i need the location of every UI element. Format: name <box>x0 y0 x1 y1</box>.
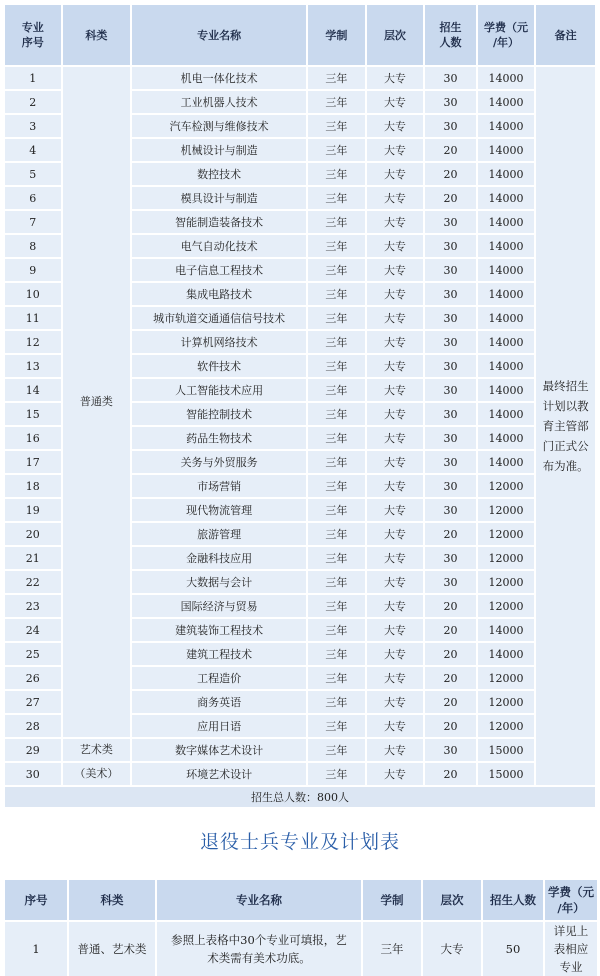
table-body <box>5 67 595 785</box>
table-header-row <box>5 5 595 65</box>
cell-enrollment: 20 <box>425 763 476 785</box>
cell-tuition: 12000 <box>478 475 535 497</box>
remark-note: 最终招生计划以教育主管部门正式公布为准。 <box>536 67 595 785</box>
cell-enrollment: 30 <box>425 475 476 497</box>
cell-tuition: 15000 <box>478 739 535 761</box>
cell-seq: 10 <box>5 283 61 305</box>
header-duration: 学制 <box>363 880 421 920</box>
cell-duration: 三年 <box>308 283 365 305</box>
cell-level: 大专 <box>367 475 424 497</box>
cell-enrollment: 30 <box>425 283 476 305</box>
cell-enrollment: 30 <box>425 331 476 353</box>
cell-duration: 三年 <box>308 163 365 185</box>
cell-duration: 三年 <box>308 715 365 737</box>
header-seq: 专业 序号 <box>5 5 61 65</box>
header-tuition: 学费（元 /年） <box>545 880 597 920</box>
cell-tuition: 12000 <box>478 691 535 713</box>
cell-major: 城市轨道交通通信信号技术 <box>132 307 306 329</box>
cell-level: 大专 <box>367 331 424 353</box>
cell-level: 大专 <box>367 235 424 257</box>
cell-duration: 三年 <box>363 922 421 976</box>
cell-duration: 三年 <box>308 115 365 137</box>
cell-enrollment: 50 <box>483 922 543 976</box>
cell-major: 机械设计与制造 <box>132 139 306 161</box>
cell-duration: 三年 <box>308 235 365 257</box>
header-major: 专业名称 <box>132 5 306 65</box>
cell-seq: 26 <box>5 667 61 689</box>
cell-enrollment: 20 <box>425 523 476 545</box>
cell-tuition: 14000 <box>478 451 535 473</box>
cell-tuition: 14000 <box>478 259 535 281</box>
cell-major: 药品生物技术 <box>132 427 306 449</box>
veteran-plan-table <box>3 878 599 976</box>
cell-major: 机电一体化技术 <box>132 67 306 89</box>
cell-seq: 22 <box>5 571 61 593</box>
header-remark: 备注 <box>536 5 595 65</box>
cell-seq: 2 <box>5 91 61 113</box>
cell-seq: 14 <box>5 379 61 401</box>
cell-duration: 三年 <box>308 355 365 377</box>
cell-major: 电子信息工程技术 <box>132 259 306 281</box>
cell-seq: 6 <box>5 187 61 209</box>
cell-enrollment: 20 <box>425 619 476 641</box>
cell-duration: 三年 <box>308 403 365 425</box>
cell-level: 大专 <box>367 691 424 713</box>
cell-major: 集成电路技术 <box>132 283 306 305</box>
cell-duration: 三年 <box>308 379 365 401</box>
cell-level: 大专 <box>367 187 424 209</box>
cell-major: 环境艺术设计 <box>132 763 306 785</box>
cell-seq: 5 <box>5 163 61 185</box>
cell-level: 大专 <box>367 259 424 281</box>
cell-level: 大专 <box>367 67 424 89</box>
cell-enrollment: 30 <box>425 91 476 113</box>
header-level: 层次 <box>423 880 481 920</box>
cell-duration: 三年 <box>308 67 365 89</box>
cell-major: 建筑工程技术 <box>132 643 306 665</box>
cell-level: 大专 <box>367 667 424 689</box>
cell-tuition: 14000 <box>478 643 535 665</box>
cell-tuition: 14000 <box>478 211 535 233</box>
cell-major: 智能制造装备技术 <box>132 211 306 233</box>
header-category: 科类 <box>63 5 131 65</box>
cell-duration: 三年 <box>308 475 365 497</box>
cell-tuition: 14000 <box>478 163 535 185</box>
cell-level: 大专 <box>367 355 424 377</box>
cell-enrollment: 20 <box>425 643 476 665</box>
cell-duration: 三年 <box>308 739 365 761</box>
cell-seq: 25 <box>5 643 61 665</box>
cell-seq: 30 <box>5 763 61 785</box>
cell-duration: 三年 <box>308 499 365 521</box>
cell-level: 大专 <box>367 451 424 473</box>
header-seq: 序号 <box>5 880 67 920</box>
cell-major: 数控技术 <box>132 163 306 185</box>
cell-tuition: 12000 <box>478 595 535 617</box>
cell-enrollment: 30 <box>425 547 476 569</box>
cell-seq: 15 <box>5 403 61 425</box>
cell-major: 关务与外贸服务 <box>132 451 306 473</box>
cell-duration: 三年 <box>308 619 365 641</box>
cell-seq: 20 <box>5 523 61 545</box>
cell-duration: 三年 <box>308 259 365 281</box>
cell-level: 大专 <box>367 571 424 593</box>
cell-enrollment: 30 <box>425 115 476 137</box>
cell-tuition: 12000 <box>478 667 535 689</box>
cell-tuition: 14000 <box>478 379 535 401</box>
cell-duration: 三年 <box>308 91 365 113</box>
cell-duration: 三年 <box>308 427 365 449</box>
cell-enrollment: 30 <box>425 403 476 425</box>
cell-major: 国际经济与贸易 <box>132 595 306 617</box>
cell-seq: 3 <box>5 115 61 137</box>
cell-tuition: 15000 <box>478 763 535 785</box>
cell-duration: 三年 <box>308 595 365 617</box>
cell-tuition: 12000 <box>478 547 535 569</box>
header-enrollment: 招生人数 <box>483 880 543 920</box>
cell-level: 大专 <box>367 91 424 113</box>
cell-major: 大数据与会计 <box>132 571 306 593</box>
cell-tuition: 14000 <box>478 331 535 353</box>
cell-seq: 16 <box>5 427 61 449</box>
cell-major: 应用日语 <box>132 715 306 737</box>
cell-seq: 1 <box>5 922 67 976</box>
cell-enrollment: 30 <box>425 739 476 761</box>
cell-duration: 三年 <box>308 139 365 161</box>
cell-major: 市场营销 <box>132 475 306 497</box>
cell-seq: 21 <box>5 547 61 569</box>
cell-major: 建筑装饰工程技术 <box>132 619 306 641</box>
cell-major: 电气自动化技术 <box>132 235 306 257</box>
cell-level: 大专 <box>367 763 424 785</box>
cell-seq: 8 <box>5 235 61 257</box>
header-duration: 学制 <box>308 5 365 65</box>
cell-major: 工程造价 <box>132 667 306 689</box>
cell-seq: 19 <box>5 499 61 521</box>
cell-duration: 三年 <box>308 187 365 209</box>
cell-level: 大专 <box>423 922 481 976</box>
header-enrollment: 招生 人数 <box>425 5 476 65</box>
header-major: 专业名称 <box>157 880 361 920</box>
cell-level: 大专 <box>367 595 424 617</box>
cell-tuition: 详见上表相应专业 <box>545 922 597 976</box>
total-count: 招生总人数：800人 <box>5 787 595 807</box>
cell-level: 大专 <box>367 379 424 401</box>
cell-enrollment: 20 <box>425 163 476 185</box>
table-row <box>5 739 595 761</box>
cell-enrollment: 20 <box>425 139 476 161</box>
cell-seq: 7 <box>5 211 61 233</box>
cell-enrollment: 30 <box>425 355 476 377</box>
cell-enrollment: 30 <box>425 259 476 281</box>
header-category: 科类 <box>69 880 155 920</box>
cell-duration: 三年 <box>308 691 365 713</box>
cell-level: 大专 <box>367 115 424 137</box>
cell-tuition: 14000 <box>478 139 535 161</box>
cell-enrollment: 20 <box>425 187 476 209</box>
cell-enrollment: 30 <box>425 451 476 473</box>
cell-enrollment: 30 <box>425 379 476 401</box>
cell-level: 大专 <box>367 715 424 737</box>
cell-tuition: 14000 <box>478 187 535 209</box>
cell-duration: 三年 <box>308 211 365 233</box>
cell-major: 参照上表格中30个专业可填报，艺术类需有美术功底。 <box>157 922 361 976</box>
cell-level: 大专 <box>367 211 424 233</box>
cell-level: 大专 <box>367 163 424 185</box>
total-row <box>5 787 595 807</box>
cell-enrollment: 30 <box>425 571 476 593</box>
cell-level: 大专 <box>367 547 424 569</box>
cell-seq: 13 <box>5 355 61 377</box>
cell-duration: 三年 <box>308 307 365 329</box>
cell-level: 大专 <box>367 427 424 449</box>
cell-enrollment: 30 <box>425 307 476 329</box>
table-header-row <box>5 880 597 920</box>
cell-duration: 三年 <box>308 763 365 785</box>
cell-enrollment: 20 <box>425 715 476 737</box>
cell-tuition: 14000 <box>478 67 535 89</box>
cell-major: 金融科技应用 <box>132 547 306 569</box>
cell-major: 计算机网络技术 <box>132 331 306 353</box>
cell-tuition: 14000 <box>478 355 535 377</box>
cell-tuition: 14000 <box>478 403 535 425</box>
cell-tuition: 14000 <box>478 235 535 257</box>
cell-tuition: 14000 <box>478 307 535 329</box>
cell-duration: 三年 <box>308 571 365 593</box>
header-tuition: 学费（元 /年） <box>478 5 535 65</box>
cell-enrollment: 30 <box>425 235 476 257</box>
cell-seq: 9 <box>5 259 61 281</box>
cell-enrollment: 20 <box>425 595 476 617</box>
cell-major: 现代物流管理 <box>132 499 306 521</box>
cell-seq: 24 <box>5 619 61 641</box>
cell-major: 软件技术 <box>132 355 306 377</box>
cell-major: 模具设计与制造 <box>132 187 306 209</box>
cell-duration: 三年 <box>308 547 365 569</box>
cell-seq: 11 <box>5 307 61 329</box>
cell-seq: 4 <box>5 139 61 161</box>
category-art: 艺术类 <box>63 739 131 761</box>
cell-duration: 三年 <box>308 331 365 353</box>
cell-seq: 28 <box>5 715 61 737</box>
cell-enrollment: 30 <box>425 67 476 89</box>
cell-seq: 12 <box>5 331 61 353</box>
cell-enrollment: 20 <box>425 667 476 689</box>
cell-enrollment: 20 <box>425 691 476 713</box>
cell-level: 大专 <box>367 619 424 641</box>
category-general: 普通类 <box>63 67 131 737</box>
cell-tuition: 14000 <box>478 427 535 449</box>
cell-level: 大专 <box>367 403 424 425</box>
cell-level: 大专 <box>367 499 424 521</box>
cell-tuition: 12000 <box>478 715 535 737</box>
cell-tuition: 12000 <box>478 499 535 521</box>
section-title: 退役士兵专业及计划表 <box>199 831 400 853</box>
cell-level: 大专 <box>367 739 424 761</box>
table-row <box>5 67 595 89</box>
cell-seq: 29 <box>5 739 61 761</box>
category-art-note: （美术） <box>63 763 131 785</box>
cell-level: 大专 <box>367 643 424 665</box>
cell-tuition: 12000 <box>478 523 535 545</box>
cell-duration: 三年 <box>308 667 365 689</box>
cell-major: 智能控制技术 <box>132 403 306 425</box>
cell-major: 人工智能技术应用 <box>132 379 306 401</box>
cell-seq: 27 <box>5 691 61 713</box>
cell-level: 大专 <box>367 307 424 329</box>
cell-level: 大专 <box>367 283 424 305</box>
cell-duration: 三年 <box>308 523 365 545</box>
cell-seq: 17 <box>5 451 61 473</box>
cell-seq: 1 <box>5 67 61 89</box>
cell-major: 工业机器人技术 <box>132 91 306 113</box>
cell-tuition: 14000 <box>478 91 535 113</box>
cell-major: 商务英语 <box>132 691 306 713</box>
cell-major: 旅游管理 <box>132 523 306 545</box>
cell-enrollment: 30 <box>425 499 476 521</box>
cell-tuition: 14000 <box>478 115 535 137</box>
cell-level: 大专 <box>367 523 424 545</box>
cell-enrollment: 30 <box>425 427 476 449</box>
cell-tuition: 14000 <box>478 619 535 641</box>
cell-enrollment: 30 <box>425 211 476 233</box>
cell-seq: 18 <box>5 475 61 497</box>
cell-major: 汽车检测与维修技术 <box>132 115 306 137</box>
enrollment-plan-table <box>3 3 597 809</box>
cell-duration: 三年 <box>308 643 365 665</box>
cell-seq: 23 <box>5 595 61 617</box>
header-level: 层次 <box>367 5 424 65</box>
cell-major: 数字媒体艺术设计 <box>132 739 306 761</box>
cell-category: 普通、艺术类 <box>69 922 155 976</box>
cell-tuition: 12000 <box>478 571 535 593</box>
cell-tuition: 14000 <box>478 283 535 305</box>
table-row <box>5 922 597 976</box>
table-row <box>5 763 595 785</box>
cell-duration: 三年 <box>308 451 365 473</box>
cell-level: 大专 <box>367 139 424 161</box>
